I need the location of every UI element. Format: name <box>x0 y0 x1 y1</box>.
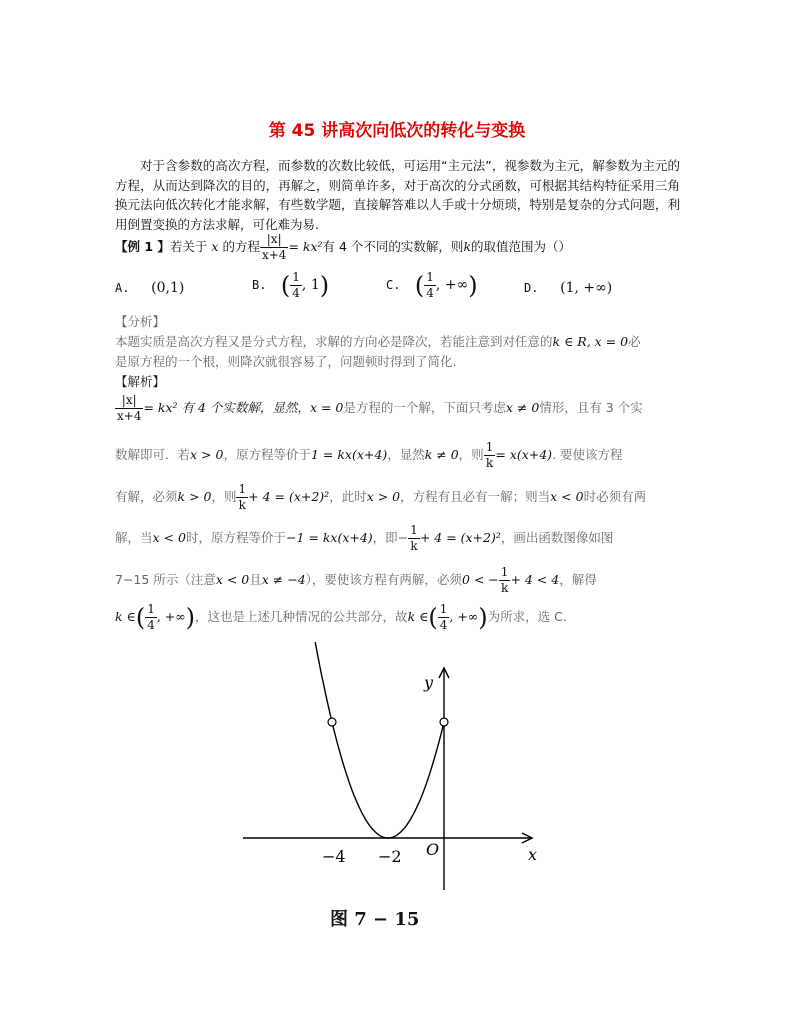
solution-line-1: $\frac{|x|}{x+4}$ = kx² 有 4 个实数解，显然，x = 0是方程的一个解，下面只考虑x ≠ 0情形，且有 3 个实 <box>117 393 643 423</box>
example-fraction: $\frac{|x|}{x+4}$ <box>261 232 287 262</box>
open-point-right <box>440 718 448 726</box>
intro-paragraph: 对于含参数的高次方程，而参数的次数比较低，可运用“主元法”，视参数为主元，解参数为主元的方程，从而达到降次的目的，再解之，则简单许多，对于高次的分式函数，可根据其结构特征采用三角换元法向低次转化才能求解，有些数学题，直接解答难以人手或十分烦琐，特别是复杂的分式问题，利用倒置变换的方法求解，可化难为易. <box>115 158 680 232</box>
solution-line-3: 有解，必须k > 0，则 $\frac{1}{k}$ + 4 = (x+2)²，此时x > 0，方程有且必有一解；则当x < 0时必须有两 <box>115 482 647 512</box>
option-b[interactable]: B. ( $\frac{1}{4}$ , 1) <box>252 270 330 300</box>
origin-label: O <box>426 840 440 859</box>
solution-line-5: 7−15 所示（注意x < 0且x ≠ −4），要使该方程有两解，必须0 < − $\frac{1}{k}$ + 4 < 4，解得 <box>115 565 597 595</box>
analysis-line-1: 本题实质是高次方程又是分式方程，求解的方向必是降次，若能注意到对任意的k ∈ R, x = 0必 <box>115 334 641 349</box>
solution-line-4: 解，当x < 0时，原方程等价于−1 = kx(x+4)，即− $\frac{1}{k}$ + 4 = (x+2)²，画出函数图像如图 <box>115 523 614 553</box>
y-axis-label: y <box>424 673 434 692</box>
x-axis-label: x <box>528 845 538 864</box>
tick-label-neg2: −2 <box>378 847 402 866</box>
parabola-curve <box>315 642 444 838</box>
solution-line-6: k ∈( $\frac{1}{4}$ , +∞)，这也是上述几种情况的公共部分，故k ∈( $\frac{1}{4}$ , +∞)为所求，选 C. <box>115 602 567 632</box>
example-line: 【例 1 】若关于 x 的方程 $\frac{|x|}{x+4}$ = kx²有 4 个不同的实数解，则k的取值范围为（） <box>115 232 572 262</box>
solution-heading: 【解析】 <box>115 374 166 389</box>
example-label: 【例 1 】 <box>115 239 170 254</box>
option-c[interactable]: C. ( $\frac{1}{4}$ , +∞) <box>386 270 478 300</box>
analysis-heading: 【分析】 <box>115 314 166 329</box>
tick-label-neg4: −4 <box>322 847 346 866</box>
analysis-line-2: 是原方程的一个根，则降次就很容易了，问题顿时得到了简化. <box>115 354 457 369</box>
figure-caption: 图 7 − 15 <box>330 909 420 930</box>
solution-line-2: 数解即可．若x > 0，原方程等价于1 = kx(x+4)，显然k ≠ 0，则 $\frac{1}{k}$ = x(x+4). 要使该方程 <box>115 440 623 470</box>
option-d[interactable]: D. (1, +∞) <box>524 280 613 296</box>
option-a[interactable]: A. (0,1) <box>115 280 185 296</box>
page-title: 第 45 讲高次向低次的转化与变换 <box>268 121 526 141</box>
open-point-left <box>328 718 336 726</box>
